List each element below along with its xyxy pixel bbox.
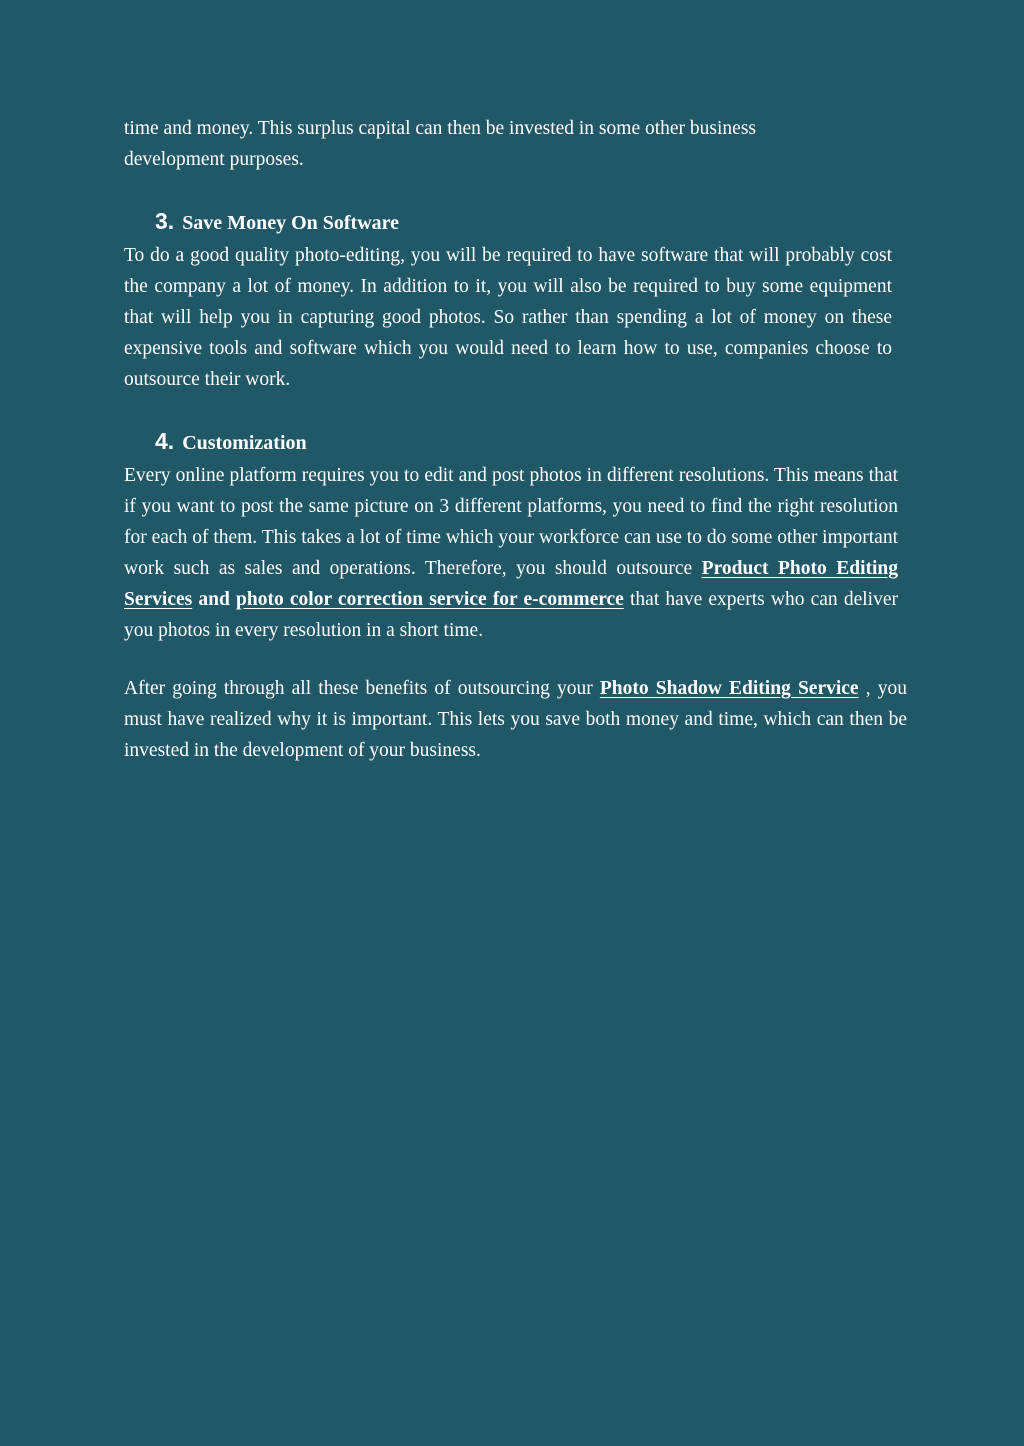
section-title: Save Money On Software xyxy=(182,212,400,234)
paragraph-text: Every online platform requires you to edit and post photos in different resolutions. This means that if you want to post the same picture on 3 different platforms, you need to find the right resolution for each of them. This takes a lot of time which your workforce can use to do some other important work such as sales and operations. Therefore, you should outsource xyxy=(124,465,899,579)
photo-shadow-editing-link[interactable]: Photo Shadow Editing Service xyxy=(599,678,859,699)
section-number: 3. xyxy=(155,208,175,234)
customization-paragraph xyxy=(124,460,898,646)
section-number: 4. xyxy=(155,428,175,454)
intro-paragraph: time and money. This surplus capital can then be invested in some other business development purposes. xyxy=(124,118,756,170)
paragraph-text: , you must have realized why it is important. This lets you save both money and time, which can then be invested in the development of your business. xyxy=(124,678,908,761)
section-heading-customization xyxy=(155,428,907,455)
conclusion-paragraph xyxy=(124,673,907,766)
software-paragraph: To do a good quality photo-editing, you will be required to have software that will probably cost the company a lot of money. In addition to it, you will also be required to buy some equipment that will help you in capturing good photos. So rather than spending a lot of money on these expensive tools and software which you would need to learn how to use, companies choose to outsource their work. xyxy=(124,245,892,390)
paragraph-text: After going through all these benefits of outsourcing your xyxy=(124,678,600,699)
photo-color-correction-link[interactable]: photo color correction service for e-commerce xyxy=(236,589,624,610)
paragraph-text: that have experts who can deliver you photos in every resolution in a short time. xyxy=(124,589,898,641)
document-page xyxy=(124,113,907,766)
section-heading-software xyxy=(155,208,907,235)
product-photo-editing-link[interactable]: Product Photo Editing Services xyxy=(124,558,898,610)
section-title: Customization xyxy=(182,432,307,454)
connector-text: and xyxy=(198,589,230,610)
